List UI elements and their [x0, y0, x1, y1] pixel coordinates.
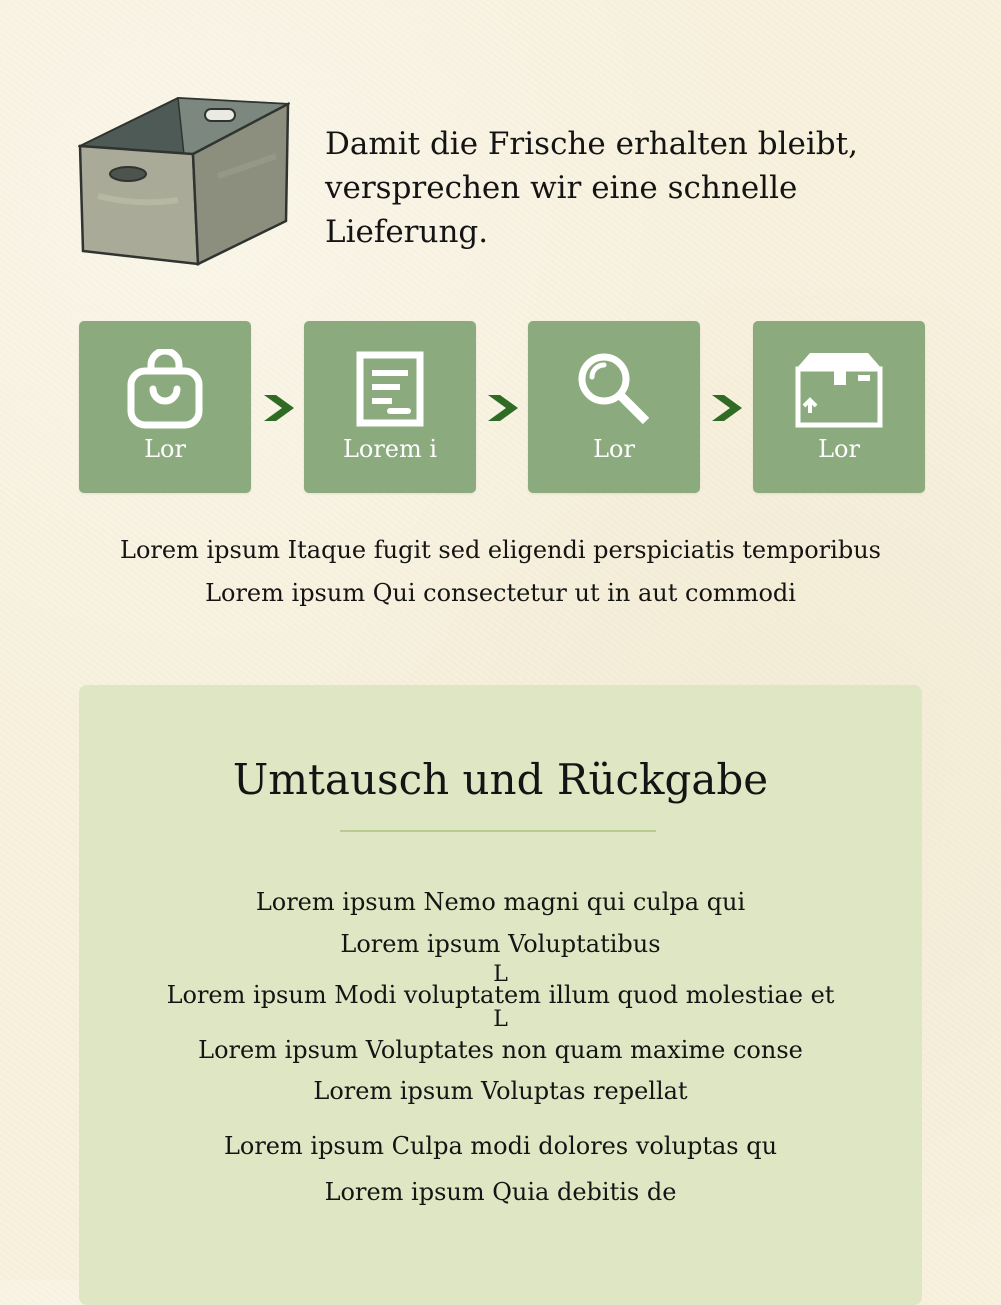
shopping-bag-icon	[125, 349, 205, 429]
magnifier-icon	[574, 349, 654, 429]
returns-line: Lorem ipsum Voluptas repellat	[313, 1077, 688, 1105]
returns-line: Lorem ipsum Voluptatibus	[340, 930, 661, 958]
returns-title: Umtausch und Rückgabe	[232, 755, 769, 804]
returns-line: L	[493, 962, 508, 987]
document-list-icon	[350, 349, 430, 429]
returns-divider	[340, 830, 656, 832]
step-label: Lor	[144, 435, 186, 463]
returns-line: Lorem ipsum Quia debitis de	[324, 1178, 677, 1206]
step-review	[304, 321, 476, 493]
returns-line: L	[493, 1007, 508, 1032]
returns-line: Lorem ipsum Voluptates non quam maxime conse	[198, 1036, 803, 1064]
step-label: Lor	[593, 435, 635, 463]
delivery-note-line: Lorem ipsum Qui consectetur ut in aut commodi	[205, 579, 796, 607]
returns-line: Lorem ipsum Culpa modi dolores voluptas qu	[223, 1132, 778, 1160]
hero-tagline: Damit die Frische erhalten bleibt, versprechen wir eine schnelle Lieferung.	[325, 126, 858, 250]
step-label: Lorem i	[342, 435, 438, 463]
step-label: Lor	[818, 435, 860, 463]
chevron-right-icon	[262, 391, 296, 425]
storage-box-icon	[78, 96, 290, 266]
delivery-note-line: Lorem ipsum Itaque fugit sed eligendi perspiciatis temporibus	[120, 536, 881, 564]
chevron-right-icon	[710, 391, 744, 425]
step-check	[528, 321, 700, 493]
chevron-right-icon	[486, 391, 520, 425]
returns-line: Lorem ipsum Nemo magni qui culpa qui	[255, 888, 746, 916]
parcel-box-icon	[794, 349, 884, 429]
step-ship	[753, 321, 925, 493]
returns-line: Lorem ipsum Modi voluptatem illum quod molestiae et	[166, 981, 835, 1009]
step-order	[79, 321, 251, 493]
